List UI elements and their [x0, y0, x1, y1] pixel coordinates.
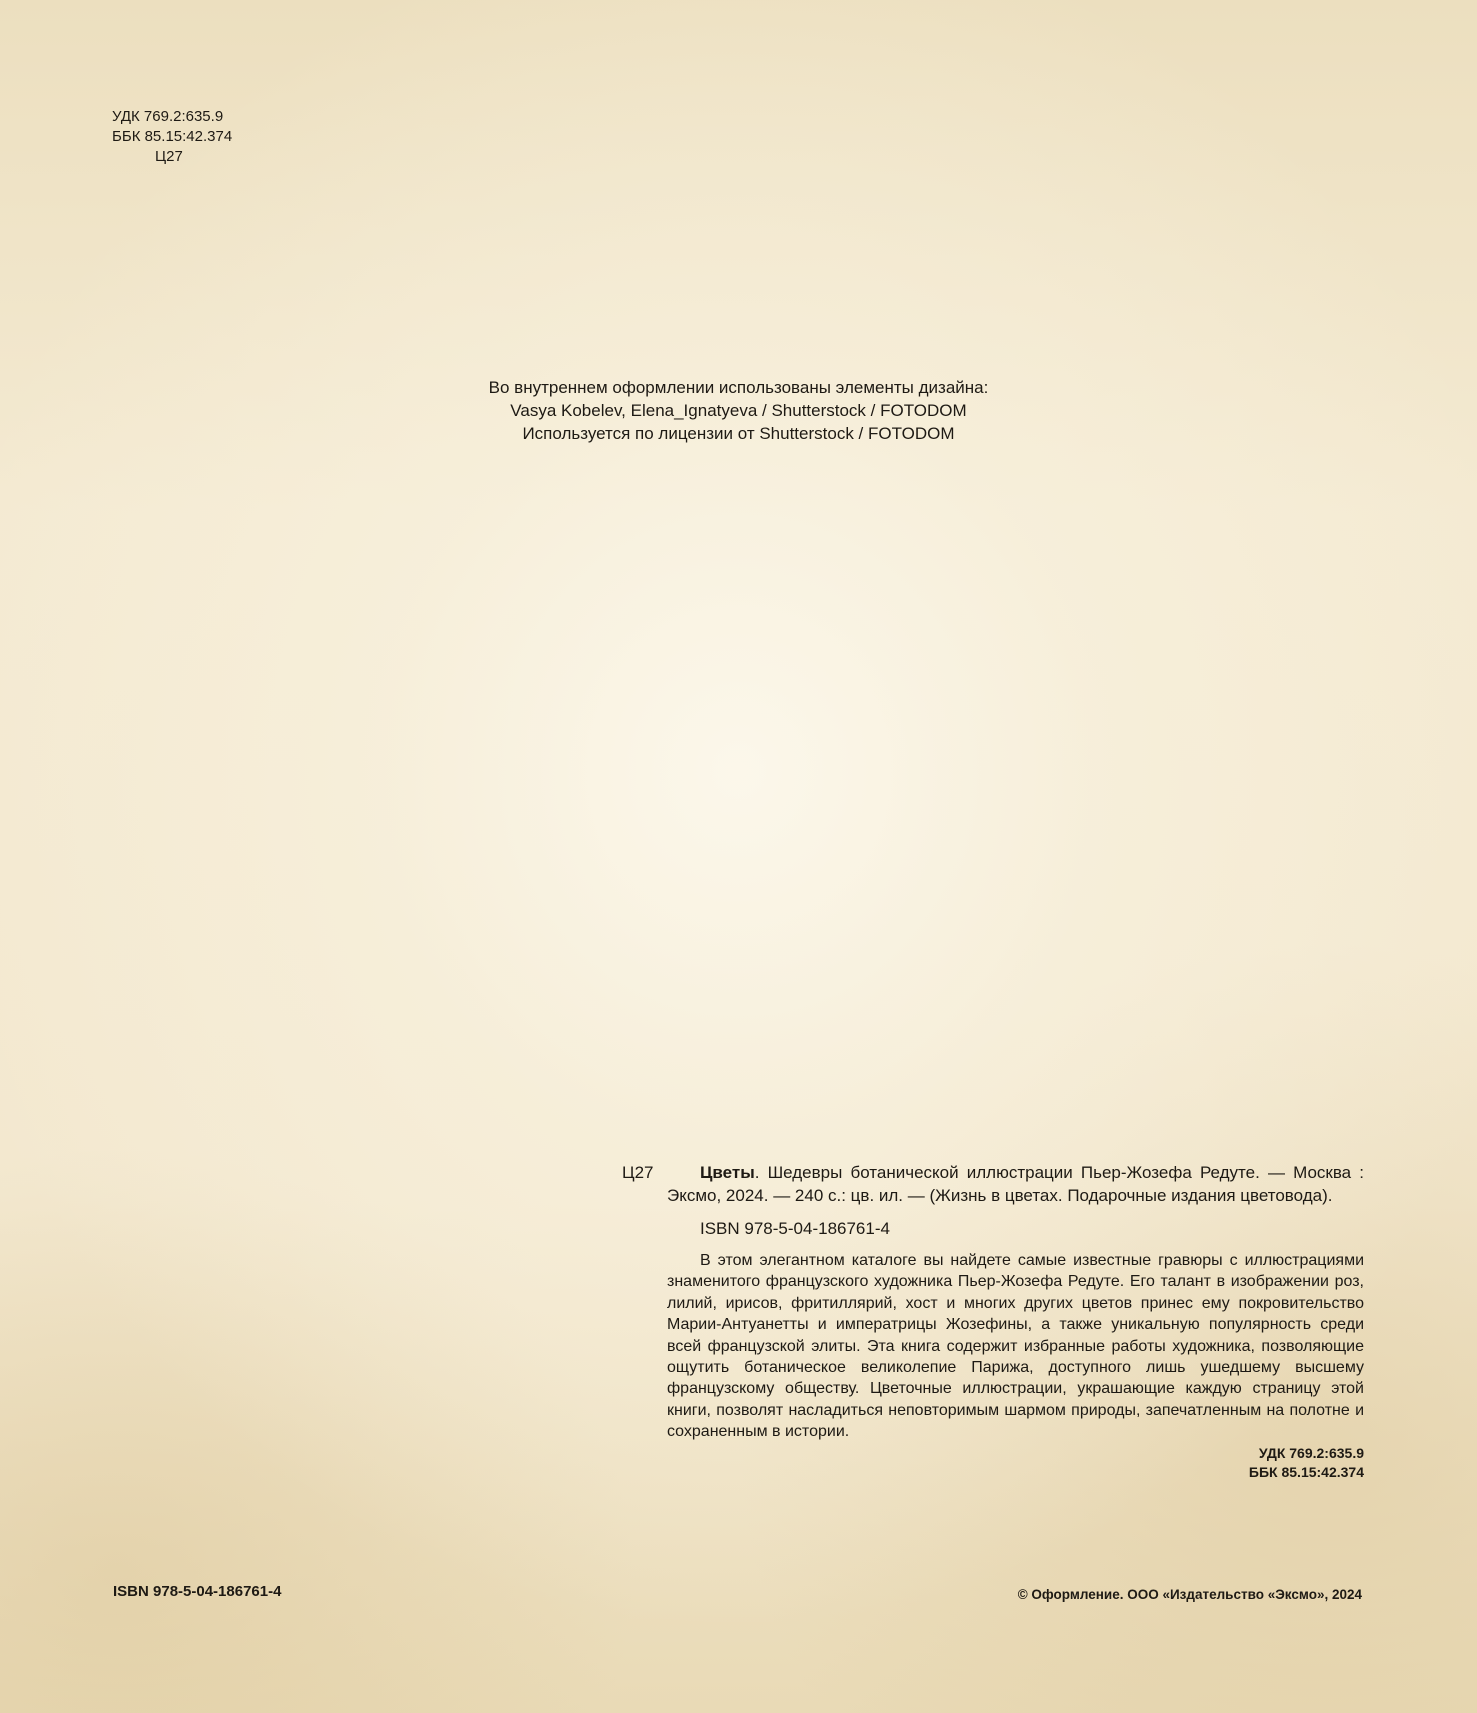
author-sign: Ц27 — [155, 148, 183, 165]
classification-codes-top — [112, 107, 232, 167]
design-credits — [0, 376, 1477, 445]
book-abstract: В этом элегантном каталоге вы найдете самые известные гравюры с иллюстрациями знаменитого французского художника Пьер-Жозефа Редуте. Его талант в изображении роз, лилий, ирисов, фритиллярий, хост и многих других цветов принес ему покровительство Марии-Антуанетты и императрицы Жозефины, а также уникальную популярность среди всей французской элиты. Эта книга содержит избранные работы художника, позволяющие ощутить ботаническое великолепие Парижа, доступного лишь ушедшему высшему французскому обществу. Цветочные иллюстрации, украшающие каждую страницу этой книги, позволят насладиться неповторимым шармом природы, запечатленным на полотне и сохраненным в истории. — [667, 1252, 1364, 1441]
bib-udk-code: УДК 769.2:635.9 — [1258, 1444, 1364, 1461]
credits-line-1: Во внутреннем оформлении использованы элементы дизайна: — [488, 378, 989, 397]
footer-isbn: ISBN 978-5-04-186761-4 — [113, 1583, 282, 1600]
bibliographic-record — [622, 1161, 1364, 1482]
bib-author-sign: Ц27 — [622, 1163, 654, 1182]
bbk-code: ББК 85.15:42.374 — [112, 128, 233, 145]
classification-codes-bottom — [622, 1444, 1364, 1482]
copyright-notice: © Оформление. ООО «Издательство «Эксмо», 2024 — [1017, 1587, 1362, 1602]
credits-line-3: Используется по лицензии от Shutterstock / FOTODOM — [522, 424, 955, 443]
credits-line-2: Vasya Kobelev, Elena_Ignatyeva / Shutterstock / FOTODOM — [510, 401, 967, 420]
bib-entry-details: . Шедевры ботанической иллюстрации Пьер-Жозефа Редуте. — Москва : Эксмо, 2024. — 240 с.: цв. ил. — (Жизнь в цветах. Подарочные издания цветовода). — [667, 1163, 1364, 1205]
bib-bbk-code: ББК 85.15:42.374 — [1248, 1463, 1364, 1480]
book-title: Цветы — [700, 1163, 755, 1182]
bib-entry — [667, 1161, 1364, 1207]
bib-isbn: ISBN 978-5-04-186761-4 — [700, 1219, 890, 1238]
udk-code: УДК 769.2:635.9 — [112, 108, 224, 125]
